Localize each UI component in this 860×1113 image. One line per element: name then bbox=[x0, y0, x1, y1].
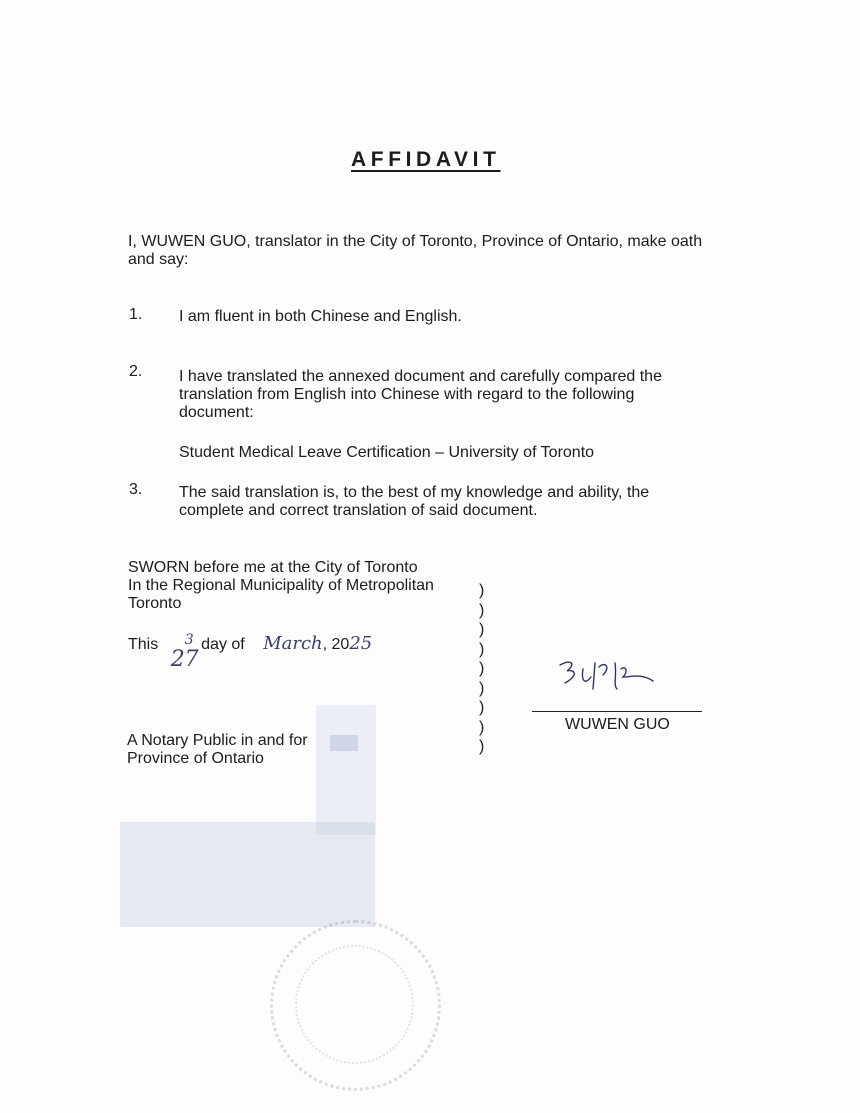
day-of-label: day of bbox=[201, 636, 245, 653]
handwritten-day-correction: 3 bbox=[184, 632, 194, 648]
notary-line-1: A Notary Public in and for bbox=[127, 732, 308, 749]
handwritten-year: 25 bbox=[349, 633, 373, 654]
notary-seal-impression bbox=[270, 920, 441, 1091]
document-name: Student Medical Leave Certification – University of Toronto bbox=[179, 444, 595, 461]
notary-line-2: Province of Ontario bbox=[127, 750, 264, 767]
redaction-block bbox=[120, 822, 375, 927]
redaction-block bbox=[316, 705, 376, 835]
item-2-text: I have translated the annexed document and carefully compared the translation from English into Chinese with regard to the following document: bbox=[179, 368, 662, 421]
year-prefix: , 20 bbox=[322, 636, 350, 653]
sworn-block bbox=[128, 559, 473, 613]
item-3-number: 3. bbox=[129, 481, 143, 498]
date-line bbox=[128, 632, 373, 672]
bracket-column: ) ) ) ) ) ) ) ) ) bbox=[479, 582, 485, 755]
sworn-line-1: SWORN before me at the City of Toronto bbox=[128, 559, 418, 576]
sworn-line-3: Toronto bbox=[128, 595, 182, 612]
intro-paragraph: I, WUWEN GUO, translator in the City of Toronto, Province of Ontario, make oath and say: bbox=[128, 233, 703, 268]
item-1-number: 1. bbox=[129, 306, 143, 323]
signature-line bbox=[532, 711, 702, 712]
notary-seal-inner-ring bbox=[295, 945, 414, 1064]
translator-signature bbox=[555, 655, 665, 705]
item-2-number: 2. bbox=[129, 363, 143, 380]
handwritten-month: March bbox=[263, 633, 323, 654]
item-1-text: I am fluent in both Chinese and English. bbox=[179, 308, 462, 325]
sworn-line-2: In the Regional Municipality of Metropolitan bbox=[128, 577, 434, 594]
this-label: This bbox=[128, 636, 159, 653]
handwritten-day: 27 bbox=[170, 647, 199, 672]
signature-name: WUWEN GUO bbox=[565, 716, 670, 733]
item-3-text: The said translation is, to the best of my knowledge and ability, the complete and correct translation of said document. bbox=[179, 484, 650, 519]
document-title: AFFIDAVIT bbox=[351, 148, 501, 171]
